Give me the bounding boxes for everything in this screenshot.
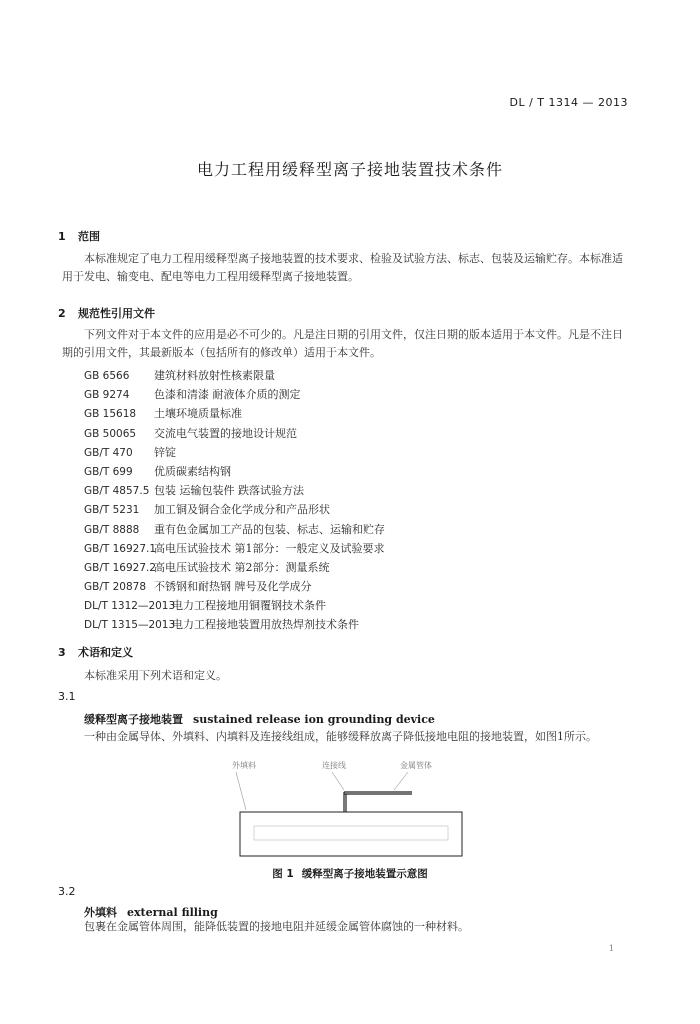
section-3-body (62, 667, 632, 685)
section-1-heading (58, 228, 100, 244)
section-title: 规范性引用文件 (78, 307, 155, 320)
section-3-heading (58, 644, 133, 660)
label-connecting-cable: 连接线 (322, 761, 346, 770)
figure-title: 缓释型离子接地装置示意图 (301, 868, 428, 880)
normative-reference-list (84, 366, 624, 635)
term-cn: 缓释型离子接地装置 (84, 713, 183, 726)
reference-item: GB/T 699 优质碳素结构钢 (84, 464, 231, 478)
document-title: 电力工程用缓释型离子接地装置技术条件 (196, 160, 503, 179)
definition-text: 一种由金属导体、外填料、内填料及连接线组成，能够缓释放离子降低接地电阻的接地装置，如图1所示。 (84, 730, 597, 743)
reference-item: GB 50065 交流电气装置的接地设计规范 (84, 426, 297, 440)
reference-item: DL/T 1312—2013电力工程接地用铜覆钢技术条件 (84, 599, 326, 613)
figure-number: 图 1 (272, 868, 294, 880)
section-number: 3 (58, 646, 66, 659)
device-drawing (232, 760, 472, 860)
page-number: 1 (608, 944, 614, 953)
label-metal-tube: 金属管体 (400, 761, 432, 770)
label-outer-filling: 外填料 (232, 761, 256, 770)
reference-item: GB/T 470 锌锭 (84, 445, 176, 459)
term-cn: 外填料 (84, 906, 117, 919)
clause-3-1-definition (62, 728, 632, 746)
section-number: 1 (58, 230, 66, 243)
leader-line (394, 772, 408, 790)
clause-3-2-definition (62, 918, 632, 936)
reference-item: GB/T 8888 重有色金属加工产品的包装、标志、运输和贮存 (84, 522, 385, 536)
leader-line (332, 772, 344, 790)
section-title: 范围 (78, 230, 100, 243)
clause-3-2-number: 3.2 (58, 885, 76, 898)
reference-item: GB/T 16927.2高电压试验技术 第2部分：测量系统 (84, 560, 330, 574)
section-1-body (62, 250, 632, 286)
reference-item: GB 6566 建筑材料放射性核素限量 (84, 369, 275, 382)
section-3-text: 本标准采用下列术语和定义。 (84, 669, 227, 682)
section-2-body (62, 326, 632, 362)
standard-number: DL / T 1314 — 2013 (509, 96, 628, 109)
section-2-heading (58, 305, 155, 321)
reference-item: GB/T 5231 加工铜及铜合金化学成分和产品形状 (84, 503, 330, 517)
reference-item: GB 15618 土壤环境质量标准 (84, 407, 242, 421)
reference-item: GB/T 20878 不锈钢和耐热钢 牌号及化学成分 (84, 580, 312, 594)
term-en: sustained release ion grounding device (193, 713, 435, 726)
section-number: 2 (58, 307, 66, 320)
reference-item: GB/T 16927.1高电压试验技术 第1部分：一般定义及试验要求 (84, 541, 385, 555)
reference-item: GB 9274 色漆和清漆 耐液体介质的测定 (84, 388, 301, 402)
figure-1-diagram (232, 760, 472, 860)
section-1-text: 本标准规定了电力工程用缓释型离子接地装置的技术要求、检验及试验方法、标志、包装及运输贮存。本标准适用于发电、输变电、配电等电力工程用缓释型离子接地装置。 (62, 252, 623, 283)
section-title: 术语和定义 (78, 646, 133, 659)
definition-text: 包裹在金属管体周围，能降低装置的接地电阻并延缓金属管体腐蚀的一种材料。 (84, 920, 469, 933)
reference-item: DL/T 1315—2013电力工程接地装置用放热焊剂技术条件 (84, 618, 359, 632)
reference-item: GB/T 4857.5 包装 运输包装件 跌落试验方法 (84, 484, 304, 498)
term-en: external filling (127, 906, 218, 919)
clause-3-1-number: 3.1 (58, 690, 76, 703)
leader-line (236, 772, 246, 810)
outer-filling-shape (240, 812, 462, 856)
metal-tube-shape (254, 826, 448, 840)
clause-3-1-term (84, 711, 435, 727)
section-2-text: 下列文件对于本文件的应用是必不可少的。凡是注日期的引用文件，仅注日期的版本适用于本文件。凡是不注日期的引用文件，其最新版本（包括所有的修改单）适用于本文件。 (62, 328, 623, 359)
figure-1-caption (0, 866, 700, 881)
